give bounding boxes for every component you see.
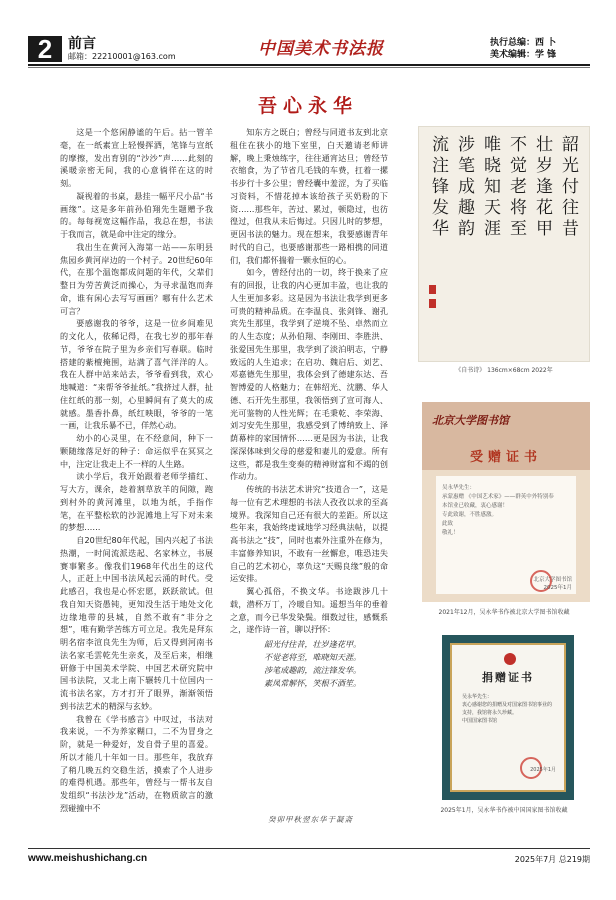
certificate-line: 敬礼！ [442, 530, 459, 536]
certificate-issuer: 北京大学图书馆 [533, 577, 572, 583]
paragraph: 读小学后，我开始跟着老师学描红、写大方，课余，趁着割草放羊的间隙，跑到村外的黄河滩里，以地为纸，手指作笔，在平整松软的沙泥滩地上写下对未来的梦想…… [60, 471, 213, 533]
seal-stamp [429, 285, 436, 294]
calligraphy-column: 流注锋发华 [428, 135, 448, 240]
certificate-line: 衷心感谢您的捐赠及对国家图书馆事业的支持，我馆将永久珍藏。 [462, 702, 553, 716]
certificate-paper [450, 643, 566, 792]
footer-url[interactable]: www.meishushichang.cn [28, 853, 148, 864]
paragraph: 我出生在黄河入海第一站——东明县焦园乡黄河岸边的一个村子。20世纪60年代，在那个温饱都成问题的年代，父辈们整日为劳苦黄泛而操心，为寻求温饱而奔命，谁有闲心去写写画画？哪有什么艺术可言？ [60, 241, 213, 316]
certificate-line: 此致 [442, 521, 454, 527]
poem-line: 素凤常解怀，笑根不酒笙。 [264, 678, 362, 688]
nlc-certificate-caption: 2025年1月，吴永华书作被中国国家图书馆收藏 [440, 807, 568, 814]
certificate-body [462, 693, 556, 725]
section-title: 前言 [68, 36, 96, 52]
certificate-date: 2025年1月 [530, 767, 556, 773]
article-column-2 [230, 126, 388, 690]
article-column-1 [60, 126, 213, 815]
certificate-heading: 受赠证书 [469, 450, 542, 465]
signature: 癸卯甲秋翌东华于凝斋 [268, 815, 353, 824]
executive-editor: 执行总编：西 卜 [490, 38, 557, 48]
footer-issue: 2025年7月 总219期 [514, 855, 590, 864]
paragraph: 知东方之既白；曾经与同道书友到北京租住在狭小的地下室里，白天邀请老师讲解，晚上秉烛练字，往往通宵达旦；曾经节衣缩食，为了节省几毛钱的车费，扛着一摞书步行十多公里；曾经囊中羞涩，为了买临习资料，不惜花掉本该给孩子买奶粉的下资……那些年，苦过、累过，顿隐过，也彷徨过，但我从未后悔过。只因儿时的梦想，更因书法的魅力。现在想来，我要感谢青年时代的自己，也要感谢那些一路相携的同道们，我们都怀揣着一颗永恒的心。 [230, 127, 388, 265]
poem-line: 韶光付往昔，壮岁逢花甲。 [264, 639, 362, 649]
poem-line: 涉笔成趣韵，流注锋发华。 [264, 665, 362, 675]
certificate-line: 吴永华先生： [462, 694, 493, 700]
certificate-line: 中国国家图书馆 [462, 718, 498, 724]
pku-certificate-image [422, 402, 590, 602]
page-number: 2 [28, 36, 62, 62]
paragraph: 凝视着的书桌，悬挂一幅平尺小品“书画缘”。这是多年前孙伯翔先生题赠予我的。每每视宽这幅作品，我总在想，书法于我而言，就是命中注定的缘分。 [60, 190, 213, 239]
calligraphy-column: 壮岁逢花甲 [532, 135, 552, 240]
certificate-heading: 捐赠证书 [482, 671, 534, 684]
certificate-date: 2025年1月 [543, 585, 572, 591]
calligraphy-column: 涉笔成趣韵 [454, 135, 474, 240]
paragraph: 幼小的心灵里，在不经意间，种下一颗随缘落足好的种子：命运似乎在冥冥之中，注定让我走上不一样的人生路。 [60, 433, 213, 469]
paragraph: 我曾在《学书感言》中叹过，书法对我来说，一不为养家糊口，二不为冒身之阶，就是一种爱好，发自骨子里的喜爱。所以才能几十年如一日。那些年，我放弃了稍几晚五约交稳生活，摸索了个人进步的难得机遇。那些年，曾经与一帮书友自发组织“书法沙龙”活动，在物质欲言的激烈碰撞中不 [60, 713, 213, 813]
institution-name: 北京大学图书馆 [432, 414, 509, 427]
certificate-line: 本馆业已收藏，衷心感谢！ [442, 503, 509, 509]
certificate-line: 承蒙惠赠 《中国艺术家》——群英中外特别奉 [442, 494, 554, 500]
footer-rule [28, 848, 590, 849]
poem-line: 不觉老将至，唯晓知天涯。 [264, 652, 362, 662]
contact-email: 邮箱：22210001@163.com [68, 52, 176, 61]
article-title: 吾心永华 [257, 95, 358, 117]
certificate-line: 吴永华先生： [442, 485, 476, 491]
paragraph: 传统的书法艺术讲究“技道合一”，这是每一位有艺术理想的书法人孜孜以求的至高境界。我深知自己还有很大的差距。所以这些年来，我始终虔诚地学习经典法帖，以提高书法之“技”，同时也素外注重外在修为，丰富修养知识，不敢有一丝懈怠，唯恐违失自己的艺术初心，辜负这“天赐良缘”般的命运安排。 [230, 484, 388, 584]
paragraph: 翼心孤俗，不换文华。书途跋涉几十载，潜杯万丁，冷暖自知。遥想当年的垂着之意，而今已华发染鬓。细数过往，感慨系之，遂作诗一首，聊以抒怀： [230, 586, 388, 635]
paragraph: 这是一个悠闲静谧的午后。拈一管羊毫，在一纸素宣上轻慢挥洒，笔锋与宣纸的摩擦，发出育别的“沙沙”声……此刻的溪暖亲密无间，我的心意徜徉在这的时刻。 [60, 127, 213, 188]
poem [230, 638, 388, 690]
paragraph: 自20世纪80年代起，国内兴起了书法热潮，一时间流派迭起、名家林立，书展赛事繁多。像我们1968年代出生的这代人，正赶上中国书法风起云涌的时代。受此感召，我也是心怀宏愿，跃跃欲试。但我自知天资愚钝，更知没生活于地处文化边缘地带的县城，自然不敢有“非分之想”，唯有勤学苦练方可立足。我先是拜东明名宿李渲良先生为师，后又得到河南书法名家毛雲乾先生亲炙，及至后来，相继研修于中国美术学院、中国艺术研究院中国书法院，又北上南下辗转几十位国内一流书法名家，方才打开了眼界，渐渐领悟到书法艺术的精深与玄妙。 [60, 535, 213, 711]
paragraph: 要感谢我的爷爷，这是一位乡间难见的文化人，依稀记得，在我七岁的那年春节，爷爷在院子里为乡亲们写春联。临时搭建的紫檀掩围，站满了喜气洋洋的人。我在人群中站来站去，爷爷看到我，欢心地喊道：“来帮爷爷扯纸。”我挤过人群，扯住红纸的那一刻，心里瞬间有了莫大的成就感。墨香扑鼻，纸红映眼，爷爷的一笔一画，让我乐暴不已，佯然心动。 [60, 318, 213, 431]
page-header [28, 36, 590, 62]
calligraphy-column: 唯晓知天涯 [480, 135, 500, 240]
art-editor: 美术编辑：学 锋 [490, 50, 557, 60]
certificate-line: 专此致谢，不胜感激。 [442, 512, 498, 518]
paragraph: 如今，曾经付出的一切，终于换来了应有的回报，让我的内心更加丰盈，也让我的人生更加多彩。这是因为书法让我学到更多可贵的精神品质。在李温良、张剑锋、谢孔宾先生那里，我学到了逆境不坠、卓然而立的人生态度；从孙伯翔、李刚田、李胜洪、张爱国先生那里，我学到了淡泊明志，宁静致远的人生追求；在启功、魏启后、刘艺、邓嘉德先生那里，我体会到了德建东达、吾智博爱的人格魅力；在韩绍光、沈鹏、华人德、石开先生那里，我领悟到了宣可海人、光可鉴物的人性光辉；在毛秉乾、李荣海、刘习安先生那里，我感受到了博纳致上、泽荫幕梓的家国情怀……更是因为书法，让我深深体味到父母的慈爱和妻儿的爱意。所有这些，都是我生变奏的精神财富和不竭的创作动力。 [230, 267, 388, 482]
certificate-body [442, 484, 572, 538]
emblem-icon [504, 653, 516, 665]
header-rule-thin [28, 67, 590, 68]
nlc-certificate-image [442, 635, 574, 800]
editor-credits [490, 37, 590, 61]
header-rule [28, 64, 590, 66]
calligraphy-column: 韶光付往昔 [558, 135, 578, 240]
seal-stamp [429, 299, 436, 308]
calligraphy-caption: 《自书诗》 136cm×68cm 2022年 [455, 367, 553, 374]
pku-certificate-caption: 2021年12月，吴永华书作被北京大学图书馆收藏 [438, 609, 570, 616]
calligraphy-column: 不觉老将至 [506, 135, 526, 240]
masthead-logo: 中国美术书法报 [258, 39, 384, 59]
calligraphy-artwork [418, 126, 590, 362]
certificate-footer [492, 576, 572, 592]
